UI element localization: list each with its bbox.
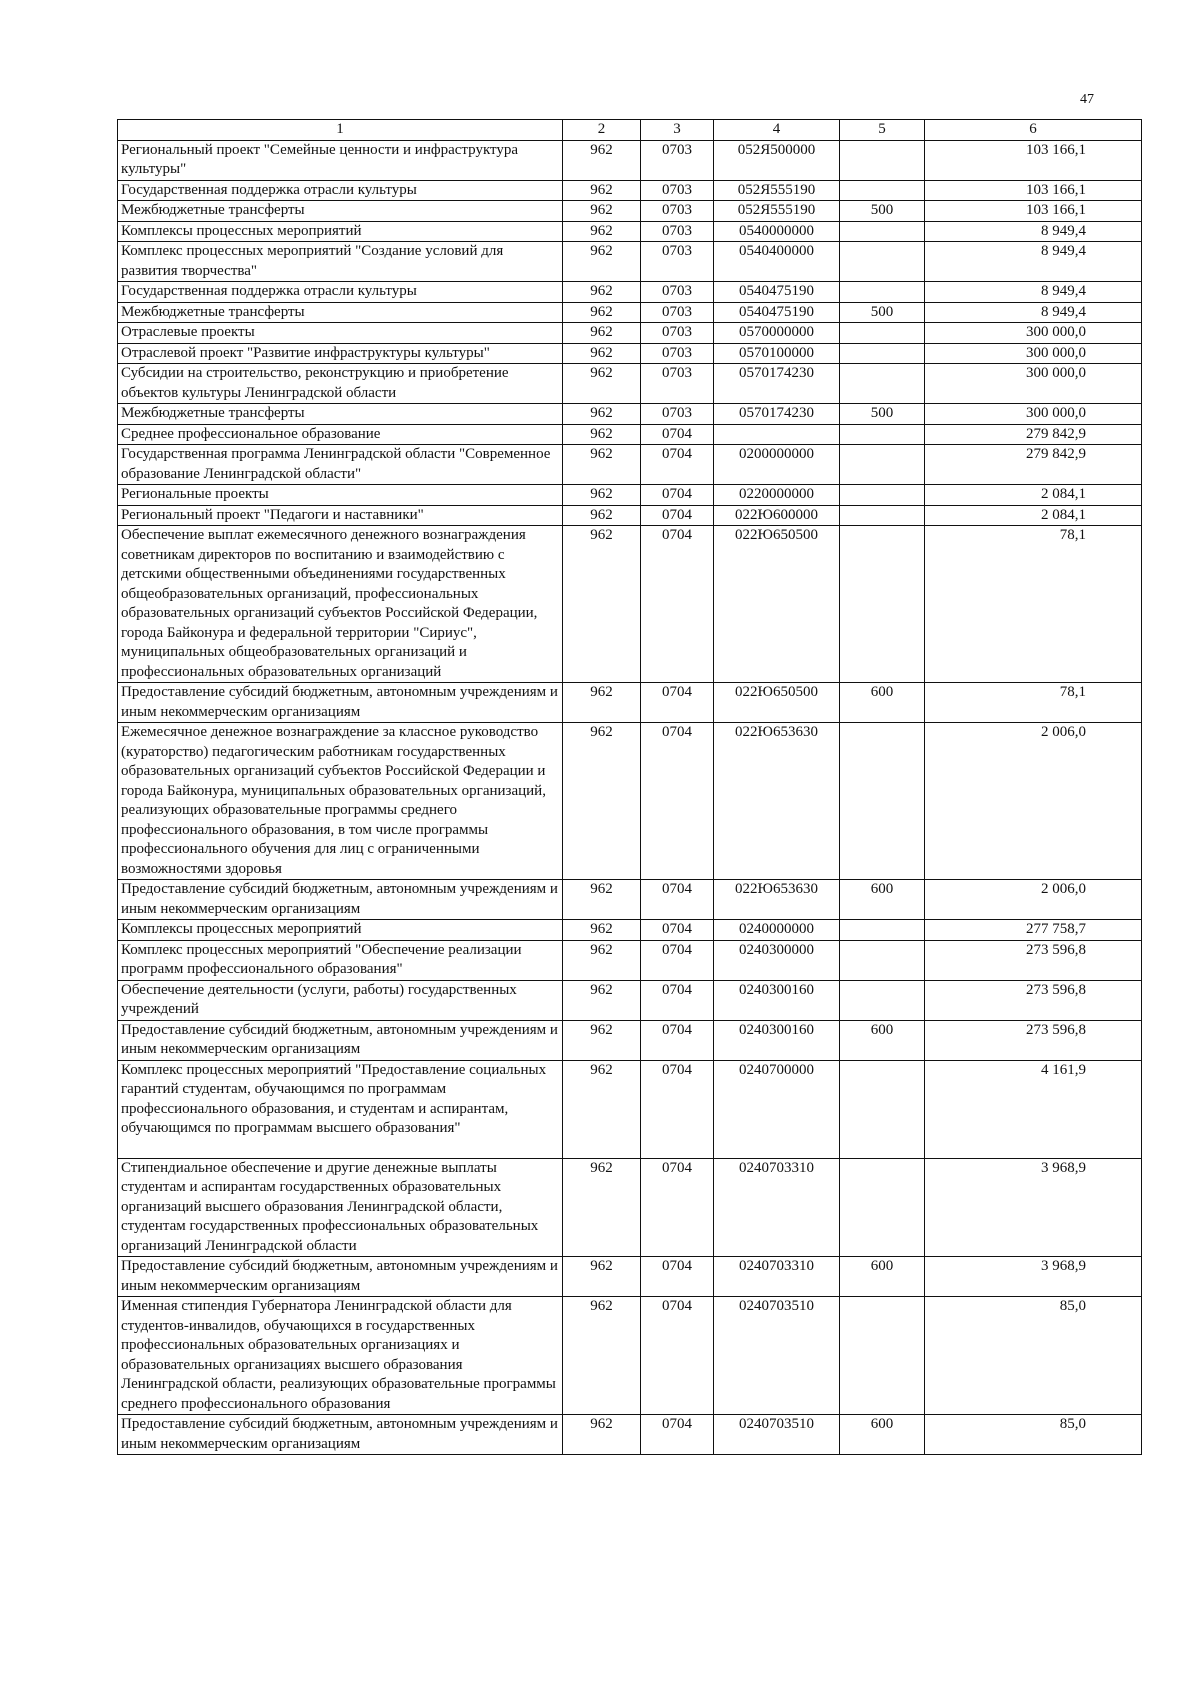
row-section-cell: 0703 xyxy=(641,201,714,222)
row-name-cell: Субсидии на строительство, реконструкцию и приобретение объектов культуры Ленинградской области xyxy=(118,364,563,404)
row-name-cell: Предоставление субсидий бюджетным, автономным учреждениям и иным некоммерческим организациям xyxy=(118,880,563,920)
row-target-article-cell: 0570174230 xyxy=(714,404,840,425)
row-gr-cell: 962 xyxy=(563,505,641,526)
row-section-cell: 0704 xyxy=(641,505,714,526)
row-amount-cell: 85,0 xyxy=(925,1297,1142,1415)
row-target-article-cell: 0240703310 xyxy=(714,1257,840,1297)
row-target-article-cell: 052Я555190 xyxy=(714,180,840,201)
row-section-cell: 0704 xyxy=(641,1415,714,1455)
row-amount-cell: 103 166,1 xyxy=(925,140,1142,180)
row-target-article-cell: 0240300000 xyxy=(714,940,840,980)
row-section-cell: 0703 xyxy=(641,343,714,364)
table-row xyxy=(118,526,1142,683)
row-target-article-cell: 0570000000 xyxy=(714,323,840,344)
row-gr-cell: 962 xyxy=(563,1257,641,1297)
row-expense-type-cell xyxy=(840,1060,925,1158)
row-amount-cell: 2 006,0 xyxy=(925,880,1142,920)
row-gr-cell: 962 xyxy=(563,683,641,723)
row-target-article-cell: 0240703310 xyxy=(714,1158,840,1257)
table-row xyxy=(118,1158,1142,1257)
row-name-cell: Отраслевые проекты xyxy=(118,323,563,344)
row-section-cell: 0704 xyxy=(641,1158,714,1257)
row-target-article-cell: 0240000000 xyxy=(714,920,840,941)
table-row xyxy=(118,940,1142,980)
row-gr-cell: 962 xyxy=(563,242,641,282)
row-target-article-cell: 0200000000 xyxy=(714,445,840,485)
row-section-cell: 0704 xyxy=(641,880,714,920)
row-amount-cell: 3 968,9 xyxy=(925,1158,1142,1257)
row-expense-type-cell: 600 xyxy=(840,1415,925,1455)
row-section-cell: 0703 xyxy=(641,282,714,303)
row-name-cell: Именная стипендия Губернатора Ленинградской области для студентов-инвалидов, обучающихся в государственных профессиональных образовательных организациях и образовательных организациях высшего образования Ленинградской области, реализующих образовательные программы среднего профессионального образования xyxy=(118,1297,563,1415)
row-section-cell: 0703 xyxy=(641,302,714,323)
row-section-cell: 0703 xyxy=(641,323,714,344)
table-row xyxy=(118,505,1142,526)
row-amount-cell: 300 000,0 xyxy=(925,343,1142,364)
row-amount-cell: 279 842,9 xyxy=(925,445,1142,485)
row-name-cell: Предоставление субсидий бюджетным, автономным учреждениям и иным некоммерческим организациям xyxy=(118,1020,563,1060)
row-gr-cell: 962 xyxy=(563,980,641,1020)
table-row xyxy=(118,980,1142,1020)
row-section-cell: 0704 xyxy=(641,723,714,880)
row-amount-cell: 8 949,4 xyxy=(925,242,1142,282)
row-expense-type-cell xyxy=(840,364,925,404)
row-gr-cell: 962 xyxy=(563,940,641,980)
page-number: 47 xyxy=(1080,92,1094,107)
row-section-cell: 0704 xyxy=(641,1257,714,1297)
row-expense-type-cell xyxy=(840,485,925,506)
row-name-cell: Отраслевой проект "Развитие инфраструктуры культуры" xyxy=(118,343,563,364)
column-header: 6 xyxy=(925,120,1142,141)
row-gr-cell: 962 xyxy=(563,404,641,425)
row-expense-type-cell: 500 xyxy=(840,201,925,222)
column-header: 2 xyxy=(563,120,641,141)
row-name-cell: Межбюджетные трансферты xyxy=(118,201,563,222)
row-target-article-cell: 0540475190 xyxy=(714,282,840,303)
row-amount-cell: 78,1 xyxy=(925,526,1142,683)
row-expense-type-cell xyxy=(840,323,925,344)
table-header-row xyxy=(118,120,1142,141)
row-amount-cell: 103 166,1 xyxy=(925,180,1142,201)
row-expense-type-cell xyxy=(840,424,925,445)
row-target-article-cell: 052Я500000 xyxy=(714,140,840,180)
row-amount-cell: 2 084,1 xyxy=(925,485,1142,506)
row-section-cell: 0703 xyxy=(641,221,714,242)
row-amount-cell: 103 166,1 xyxy=(925,201,1142,222)
row-expense-type-cell: 500 xyxy=(840,404,925,425)
row-section-cell: 0704 xyxy=(641,940,714,980)
row-expense-type-cell: 500 xyxy=(840,302,925,323)
row-expense-type-cell xyxy=(840,221,925,242)
row-name-cell: Стипендиальное обеспечение и другие денежные выплаты студентам и аспирантам государственных образовательных организаций высшего образования Ленинградской области, студентам государственных профессиональных образовательных организаций Ленинградской области xyxy=(118,1158,563,1257)
row-name-cell: Ежемесячное денежное вознаграждение за классное руководство (кураторство) педагогическим работникам государственных образовательных организаций субъектов Российской Федерации и города Байконура, муниципальных образовательных организаций, реализующих образовательные программы среднего профессионального образования, в том числе программы профессионального обучения для лиц с ограниченными возможностями здоровья xyxy=(118,723,563,880)
row-gr-cell: 962 xyxy=(563,723,641,880)
row-name-cell: Предоставление субсидий бюджетным, автономным учреждениям и иным некоммерческим организациям xyxy=(118,683,563,723)
row-section-cell: 0704 xyxy=(641,1020,714,1060)
row-gr-cell: 962 xyxy=(563,880,641,920)
row-section-cell: 0704 xyxy=(641,526,714,683)
budget-table xyxy=(117,119,1142,1455)
row-target-article-cell: 0540000000 xyxy=(714,221,840,242)
row-expense-type-cell xyxy=(840,526,925,683)
row-section-cell: 0704 xyxy=(641,683,714,723)
row-name-cell: Государственная поддержка отрасли культуры xyxy=(118,282,563,303)
row-section-cell: 0704 xyxy=(641,445,714,485)
row-target-article-cell: 0240700000 xyxy=(714,1060,840,1158)
row-target-article-cell: 022Ю653630 xyxy=(714,880,840,920)
table-row xyxy=(118,1257,1142,1297)
table-row xyxy=(118,880,1142,920)
table-row xyxy=(118,201,1142,222)
row-section-cell: 0704 xyxy=(641,424,714,445)
row-amount-cell: 300 000,0 xyxy=(925,404,1142,425)
row-target-article-cell: 0570174230 xyxy=(714,364,840,404)
table-row xyxy=(118,323,1142,344)
row-target-article-cell: 0240300160 xyxy=(714,1020,840,1060)
row-expense-type-cell: 600 xyxy=(840,880,925,920)
row-gr-cell: 962 xyxy=(563,424,641,445)
table-row xyxy=(118,1060,1142,1158)
row-name-cell: Комплексы процессных мероприятий xyxy=(118,920,563,941)
row-expense-type-cell xyxy=(840,920,925,941)
row-gr-cell: 962 xyxy=(563,221,641,242)
row-name-cell: Межбюджетные трансферты xyxy=(118,404,563,425)
row-name-cell: Межбюджетные трансферты xyxy=(118,302,563,323)
row-expense-type-cell xyxy=(840,1158,925,1257)
row-section-cell: 0703 xyxy=(641,180,714,201)
row-amount-cell: 8 949,4 xyxy=(925,221,1142,242)
row-expense-type-cell xyxy=(840,1297,925,1415)
row-section-cell: 0703 xyxy=(641,242,714,282)
row-name-cell: Предоставление субсидий бюджетным, автономным учреждениям и иным некоммерческим организациям xyxy=(118,1415,563,1455)
row-expense-type-cell xyxy=(840,343,925,364)
row-gr-cell: 962 xyxy=(563,364,641,404)
table-row xyxy=(118,242,1142,282)
row-amount-cell: 273 596,8 xyxy=(925,1020,1142,1060)
row-name-cell: Комплекс процессных мероприятий "Создание условий для развития творчества" xyxy=(118,242,563,282)
row-gr-cell: 962 xyxy=(563,323,641,344)
row-name-cell: Предоставление субсидий бюджетным, автономным учреждениям и иным некоммерческим организациям xyxy=(118,1257,563,1297)
table-row xyxy=(118,302,1142,323)
row-gr-cell: 962 xyxy=(563,1020,641,1060)
row-gr-cell: 962 xyxy=(563,445,641,485)
table-row xyxy=(118,485,1142,506)
table-row xyxy=(118,683,1142,723)
table-row xyxy=(118,424,1142,445)
row-amount-cell: 8 949,4 xyxy=(925,282,1142,303)
row-section-cell: 0704 xyxy=(641,920,714,941)
row-name-cell: Комплекс процессных мероприятий "Предоставление социальных гарантий студентам, обучающимся по программам профессионального образования, и студентам и аспирантам, обучающимся по программам высшего образования" xyxy=(118,1060,563,1158)
row-amount-cell: 85,0 xyxy=(925,1415,1142,1455)
row-gr-cell: 962 xyxy=(563,140,641,180)
row-amount-cell: 279 842,9 xyxy=(925,424,1142,445)
row-expense-type-cell xyxy=(840,282,925,303)
row-target-article-cell: 0240300160 xyxy=(714,980,840,1020)
row-gr-cell: 962 xyxy=(563,201,641,222)
row-amount-cell: 4 161,9 xyxy=(925,1060,1142,1158)
row-target-article-cell xyxy=(714,424,840,445)
table-row xyxy=(118,920,1142,941)
row-amount-cell: 2 084,1 xyxy=(925,505,1142,526)
row-amount-cell: 273 596,8 xyxy=(925,940,1142,980)
row-expense-type-cell xyxy=(840,723,925,880)
row-gr-cell: 962 xyxy=(563,485,641,506)
row-amount-cell: 3 968,9 xyxy=(925,1257,1142,1297)
table-row xyxy=(118,1020,1142,1060)
row-amount-cell: 277 758,7 xyxy=(925,920,1142,941)
row-expense-type-cell xyxy=(840,242,925,282)
row-name-cell: Региональный проект "Педагоги и наставники" xyxy=(118,505,563,526)
row-expense-type-cell xyxy=(840,505,925,526)
column-header: 4 xyxy=(714,120,840,141)
row-amount-cell: 78,1 xyxy=(925,683,1142,723)
row-section-cell: 0704 xyxy=(641,1297,714,1415)
row-target-article-cell: 0540475190 xyxy=(714,302,840,323)
table-row xyxy=(118,445,1142,485)
row-name-cell: Региональный проект "Семейные ценности и инфраструктура культуры" xyxy=(118,140,563,180)
row-name-cell: Обеспечение деятельности (услуги, работы) государственных учреждений xyxy=(118,980,563,1020)
table-row xyxy=(118,1415,1142,1455)
row-section-cell: 0703 xyxy=(641,364,714,404)
table-row xyxy=(118,180,1142,201)
row-gr-cell: 962 xyxy=(563,526,641,683)
row-target-article-cell: 0540400000 xyxy=(714,242,840,282)
row-name-cell: Региональные проекты xyxy=(118,485,563,506)
row-section-cell: 0704 xyxy=(641,1060,714,1158)
row-expense-type-cell xyxy=(840,940,925,980)
row-name-cell: Обеспечение выплат ежемесячного денежного вознаграждения советникам директоров по воспитанию и взаимодействию с детскими общественными объединениями государственных общеобразовательных организаций, профессиональных образовательных организаций субъектов Российской Федерации, города Байконура и федеральной территории "Сириус", муниципальных общеобразовательных организаций и профессиональных образовательных организаций xyxy=(118,526,563,683)
row-section-cell: 0703 xyxy=(641,140,714,180)
row-amount-cell: 300 000,0 xyxy=(925,364,1142,404)
row-target-article-cell: 022Ю650500 xyxy=(714,683,840,723)
column-header: 5 xyxy=(840,120,925,141)
row-section-cell: 0704 xyxy=(641,485,714,506)
row-gr-cell: 962 xyxy=(563,1060,641,1158)
table-row xyxy=(118,343,1142,364)
table-row xyxy=(118,723,1142,880)
column-header: 1 xyxy=(118,120,563,141)
table-row xyxy=(118,282,1142,303)
row-target-article-cell: 022Ю600000 xyxy=(714,505,840,526)
row-target-article-cell: 052Я555190 xyxy=(714,201,840,222)
row-target-article-cell: 0240703510 xyxy=(714,1415,840,1455)
row-gr-cell: 962 xyxy=(563,1158,641,1257)
row-section-cell: 0703 xyxy=(641,404,714,425)
row-expense-type-cell xyxy=(840,980,925,1020)
column-header: 3 xyxy=(641,120,714,141)
table-row xyxy=(118,404,1142,425)
row-target-article-cell: 0570100000 xyxy=(714,343,840,364)
table-row xyxy=(118,1297,1142,1415)
table-row xyxy=(118,221,1142,242)
row-gr-cell: 962 xyxy=(563,920,641,941)
row-expense-type-cell: 600 xyxy=(840,1020,925,1060)
row-gr-cell: 962 xyxy=(563,180,641,201)
row-target-article-cell: 0240703510 xyxy=(714,1297,840,1415)
row-name-cell: Комплекс процессных мероприятий "Обеспечение реализации программ профессионального образования" xyxy=(118,940,563,980)
row-section-cell: 0704 xyxy=(641,980,714,1020)
row-target-article-cell: 0220000000 xyxy=(714,485,840,506)
row-target-article-cell: 022Ю653630 xyxy=(714,723,840,880)
row-gr-cell: 962 xyxy=(563,343,641,364)
row-amount-cell: 2 006,0 xyxy=(925,723,1142,880)
row-name-cell: Государственная поддержка отрасли культуры xyxy=(118,180,563,201)
row-gr-cell: 962 xyxy=(563,282,641,303)
row-amount-cell: 300 000,0 xyxy=(925,323,1142,344)
row-name-cell: Среднее профессиональное образование xyxy=(118,424,563,445)
row-expense-type-cell: 600 xyxy=(840,683,925,723)
table-row xyxy=(118,364,1142,404)
row-expense-type-cell xyxy=(840,445,925,485)
row-expense-type-cell xyxy=(840,180,925,201)
row-expense-type-cell xyxy=(840,140,925,180)
row-gr-cell: 962 xyxy=(563,302,641,323)
row-amount-cell: 8 949,4 xyxy=(925,302,1142,323)
row-gr-cell: 962 xyxy=(563,1415,641,1455)
row-gr-cell: 962 xyxy=(563,1297,641,1415)
table-row xyxy=(118,140,1142,180)
row-target-article-cell: 022Ю650500 xyxy=(714,526,840,683)
row-amount-cell: 273 596,8 xyxy=(925,980,1142,1020)
row-expense-type-cell: 600 xyxy=(840,1257,925,1297)
row-name-cell: Государственная программа Ленинградской области "Современное образование Ленинградской области" xyxy=(118,445,563,485)
row-name-cell: Комплексы процессных мероприятий xyxy=(118,221,563,242)
